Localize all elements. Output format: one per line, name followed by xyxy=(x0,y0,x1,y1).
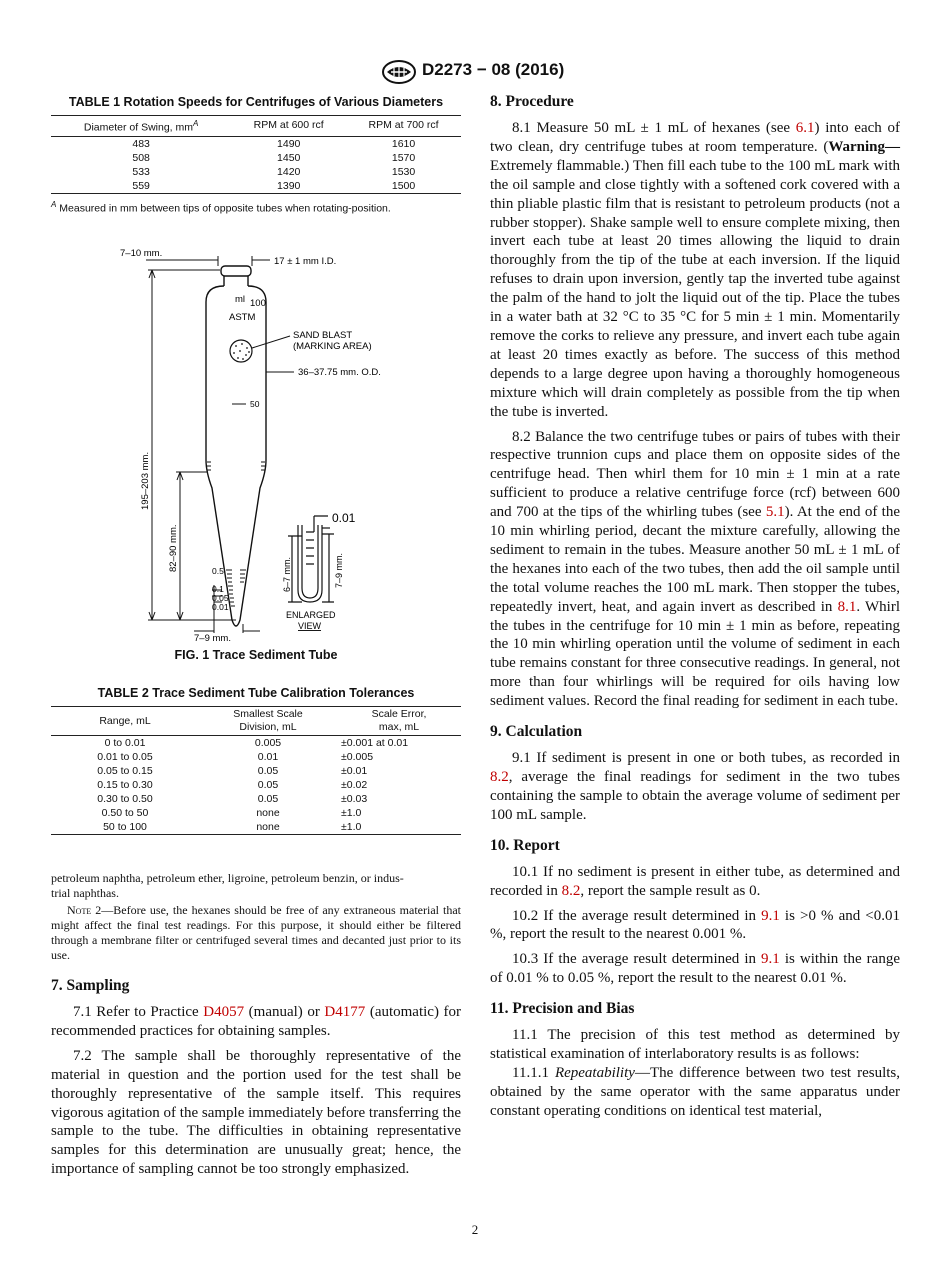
page-number: 2 xyxy=(471,1222,479,1237)
section-10-heading: 10. Report xyxy=(490,836,560,854)
table-cell: 0.01 to 0.05 xyxy=(97,751,153,763)
section-8-heading: 8. Procedure xyxy=(490,93,574,110)
table-row xyxy=(51,750,461,764)
table-cell: 0.05 xyxy=(257,779,279,791)
table-cell: ±1.0 xyxy=(341,807,362,819)
table-row xyxy=(51,792,461,806)
table-cell: 1490 xyxy=(277,137,301,150)
table-1-header-cell: Diameter of Swing, $mm^A$ xyxy=(83,119,199,134)
table-1-footnote: $^A$ Measured in mm between tips of opposite tubes when rotating-position. xyxy=(51,199,391,214)
fig-label-top-width: 7–10 mm. xyxy=(120,248,163,259)
fig-label-view: VIEW xyxy=(298,621,322,631)
fig-label-id: 17 ± 1 mm I.D. xyxy=(274,256,337,267)
paragraph-8-2: 8.2 Balance the two centrifuge tubes or pairs of tubes with their respective trunnion cups and place them on opposite sides of the centrifuge head. Then whirl them for 10 min ± 1 min at a rate sufficient to produce a relative centrifuge force (rcf) between 600 and 700 at the tips of the whirling tubes (see 5.1). At the end of the 10 min whirling period, decant the mixture carefully, allowing the sediment to remain in the tubes. Measure another 50 mL ± 1 mL of the hexanes into each of the two tubes, then add the oil sample until the total volume reaches the 100 mL mark. Then stopper the tubes, repeatedly invert, heat, and again invert as described in 8.1. Whirl the tubes in the centrifuge for 10 min ± 1 min as before, repeating the 10 min whirling operation until the volume of sediment in each tube remains constant for three consecutive readings. In general, not more than four whirlings will be required for oils having low sediment values. Record the final reading for sediment in each tube. xyxy=(490,428,901,710)
link-8-2[interactable]: 8.2 xyxy=(561,882,581,899)
fig-label-enlarged: ENLARGED xyxy=(286,610,336,620)
table-cell: 0.30 to 0.50 xyxy=(97,793,153,805)
fig-label-astm: ASTM xyxy=(229,312,256,323)
fig-label-marking-area: (MARKING AREA) xyxy=(293,341,372,352)
left-column-text xyxy=(51,871,461,1179)
fig-label-mark01: 0.1 xyxy=(212,584,224,594)
paragraph-7-1: 7.1 Refer to Practice D4057 (manual) or D4177 (automatic) for recommended practices for obtaining samples. xyxy=(51,1004,462,1039)
link-5-1[interactable]: 5.1 xyxy=(765,504,785,521)
table-cell: 50 to 100 xyxy=(103,821,147,833)
fig-label-height-total: 195–203 mm. xyxy=(140,451,151,510)
table-2-title: TABLE 2 Trace Sediment Tube Calibration Tolerances xyxy=(97,686,415,700)
table-cell: 0.05 xyxy=(257,793,279,805)
table-1-header-cell: RPM at 600 rcf xyxy=(253,119,324,132)
link-d4057[interactable]: D4057 xyxy=(203,1004,245,1020)
table-row xyxy=(51,179,461,194)
paragraph-10-2: 10.2 If the average result determined in 9.1 is >0 % and <0.01 %, report the result to the nearest 0.001 %. xyxy=(490,907,901,943)
fig-label-height-cone: 82–90 mm. xyxy=(168,524,179,572)
continued-text: petroleum naphtha, petroleum ether, ligroine, petroleum benzin, or indus- trial naphthas. xyxy=(51,871,404,900)
fig-label-enlarged-67: 6–7 mm. xyxy=(282,556,292,592)
paragraph-10-3: 10.3 If the average result determined in 9.1 is within the range of 0.01 % to 0.05 %, report the result to the nearest 0.01 %. xyxy=(490,951,900,987)
table-1-title: TABLE 1 Rotation Speeds for Centrifuges of Various Diameters xyxy=(68,95,444,109)
fig-label-mark05: 0.5 xyxy=(212,566,224,576)
table-row xyxy=(51,165,461,179)
table-cell: 0.50 to 50 xyxy=(101,807,149,819)
table-cell: 483 xyxy=(132,137,150,150)
link-6-1[interactable]: 6.1 xyxy=(795,120,815,136)
table-cell: ±1.0 xyxy=(341,821,362,833)
table-cell: ±0.01 xyxy=(341,765,368,777)
table-cell: 1570 xyxy=(391,151,416,164)
table-cell: ±0.001 at 0.01 xyxy=(341,737,409,749)
section-11-heading: 11. Precision and Bias xyxy=(490,1000,635,1018)
paragraph-7-2: 7.2 The sample shall be thoroughly representative of the material in question and the portion used for the test shall be thoroughly representative of the sample itself. This requires vigorous agitation of the sample immediately before transferring the sample to the tube. The difficulties in obtaining representative samples for this determination are unusually great; hence, the importance of sampling cannot be too strongly emphasized. xyxy=(51,1047,461,1178)
table-cell: 1610 xyxy=(391,137,416,150)
table-row xyxy=(51,736,461,751)
section-7-heading: 7. Sampling xyxy=(51,977,130,994)
paragraph-10-1: 10.1 If no sediment is present in either tube, as determined and recorded in 8.2, report the sample result as 0. xyxy=(490,863,900,899)
astm-logo-icon xyxy=(381,60,417,84)
table-cell: 0.05 xyxy=(257,765,279,777)
fig-label-sandblast: SAND BLAST xyxy=(293,330,353,341)
table-cell: none xyxy=(256,807,280,819)
table-cell: 1500 xyxy=(391,179,416,192)
table-cell: 0.01 xyxy=(257,751,279,763)
table-cell: 0.005 xyxy=(254,737,282,749)
table-2-header-cell: Range, mL xyxy=(99,714,151,727)
link-8-2[interactable]: 8.2 xyxy=(490,769,509,785)
table-cell: 0.05 to 0.15 xyxy=(97,765,153,777)
paragraph-8-1: 8.1 Measure 50 mL ± 1 mL of hexanes (see 6.1) into each of two clean, dry centrifuge tubes at room temperature. (Warning—Extremely flammable.) Then fill each tube to the 100 mL mark with the oil sample and close tightly with a softened cork covered with a thin pliable plastic film that is resistant to petroleum products (not a rubber stopper). Shake sample well to ensure complete mixing, then invert each tube at least 20 times allowing the liquid to drain thoroughly from the tip of the tube at each inversion. If the liquid refuses to drain upon inversion, gently tap the inverted tube against the palm of the hand to jolt the liquid out of the tip. Place the tubes in a water bath at 32 °C to 35 °C for 5 min ± 1 min. Momentarily remove the corks to relieve any pressure, and invert each tube again at least 20 times exactly as before. The success of this method depends to a large degree upon having a thoroughly homogeneous mixture which will drain completely as possible from the tip when the tube is inverted. xyxy=(490,120,900,420)
table-cell: 1390 xyxy=(277,179,301,192)
page-header xyxy=(0,60,950,84)
section-9-heading: 9. Calculation xyxy=(490,723,583,741)
table-1 xyxy=(51,115,461,194)
fig-label-enlarged-79: 7–9 mm. xyxy=(334,552,344,588)
table-cell: 1530 xyxy=(391,165,416,178)
table-2-block xyxy=(51,686,461,835)
table-cell: none xyxy=(256,821,280,833)
figure-1-caption-block xyxy=(51,648,461,662)
fig-label-bottom: 7–9 mm. xyxy=(194,633,231,644)
table-cell: ±0.02 xyxy=(341,779,368,791)
table-cell: 533 xyxy=(132,165,150,178)
table-row xyxy=(51,806,461,820)
table-2-header-cell: Smallest Scale Division, mL xyxy=(233,708,303,733)
fig-label-mark005: 0.05 xyxy=(212,593,229,603)
table-1-header-cell: RPM at 700 rcf xyxy=(368,119,439,132)
fig-label-ml100: 100 xyxy=(250,298,266,309)
table-cell: ±0.03 xyxy=(341,793,368,805)
fig-label-mark50: 50 xyxy=(250,399,260,409)
table-cell: ±0.005 xyxy=(341,751,374,763)
table-cell: 0.15 to 0.30 xyxy=(97,779,153,791)
right-column-text xyxy=(490,93,900,1121)
table-cell: 508 xyxy=(132,151,150,164)
fig-label-od: 36–37.75 mm. O.D. xyxy=(298,367,381,378)
paragraph-9-1: 9.1 If sediment is present in one or both tubes, as recorded in 8.2, average the final readings for sediment in the two tubes containing the sample to obtain the average volume of sediment per 100 mL sample. xyxy=(490,750,900,823)
paragraph-11-1: 11.1 The precision of this test method as determined by statistical examination of interlaboratory results is as follows: xyxy=(490,1027,900,1063)
figure-1-caption: FIG. 1 Trace Sediment Tube xyxy=(174,648,338,662)
link-d4177[interactable]: D4177 xyxy=(324,1004,366,1020)
link-8-1[interactable]: 8.1 xyxy=(837,598,857,615)
table-row xyxy=(51,136,461,151)
table-row xyxy=(51,764,461,778)
table-row xyxy=(51,778,461,792)
table-cell: 1450 xyxy=(277,151,301,164)
table-row xyxy=(51,820,461,835)
document-id: D2273 − 08 (2016) xyxy=(422,60,565,79)
link-9-1[interactable]: 9.1 xyxy=(761,951,780,968)
trace-sediment-tube-figure xyxy=(110,240,410,645)
note-2: Note 2—Before use, the hexanes should be free of any extraneous material that might affect the final test readings. For this purpose, it should either be filtered through a membrane filter or centrifuged several times and decanted just prior to its use. xyxy=(51,903,461,962)
table-cell: 1420 xyxy=(277,165,301,178)
table-row xyxy=(51,151,461,165)
paragraph-11-1-1: 11.1.1 Repeatability—The difference between two test results, obtained by the same operator with the same apparatus under constant operating conditions on identical test material, xyxy=(490,1064,900,1119)
table-1-block xyxy=(51,95,461,214)
table-cell: 0 to 0.01 xyxy=(104,737,146,749)
fig-label-mark001: 0.01 xyxy=(212,602,229,612)
fig-label-enlarged-001: 0.01 xyxy=(332,511,356,525)
table-cell: 559 xyxy=(132,179,150,192)
fig-label-ml: ml xyxy=(235,294,246,305)
link-9-1[interactable]: 9.1 xyxy=(761,907,780,924)
table-2 xyxy=(51,706,461,835)
table-2-header-cell: Scale Error, max, mL xyxy=(371,708,427,733)
